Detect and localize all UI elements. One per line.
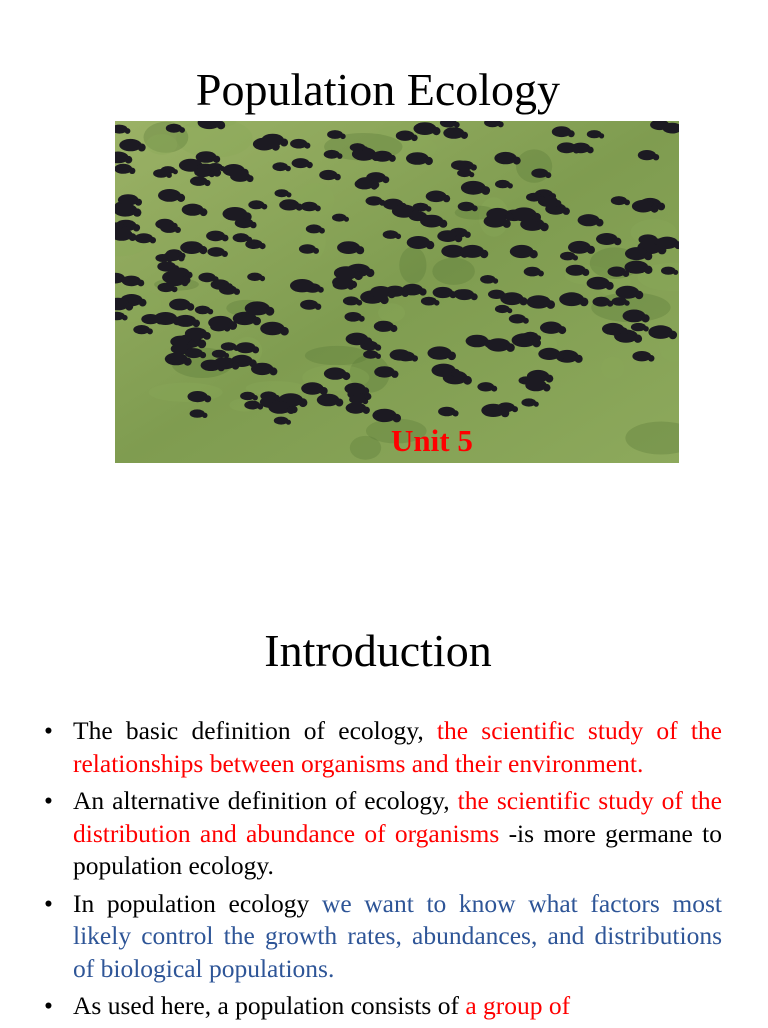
bullet-text: An alternative definition of ecology, [73,786,458,815]
buffalo-herd-photo [115,121,679,463]
grass-patch [399,247,426,284]
bullet-highlight: a group of [465,991,571,1020]
slide-title: Population Ecology [195,64,561,115]
bullet-icon: • [44,786,53,815]
section-title: Introduction [264,625,492,676]
grass-patch [149,383,223,402]
grass-patch [601,357,624,379]
grass-patch [246,381,305,395]
grass-patch [146,134,177,155]
bullet-item-definition [44,715,722,780]
bullet-text: The basic definition of ecology, [73,716,437,745]
bullet-text: As used here, a population consists of [73,991,466,1020]
bullet-icon: • [44,888,53,918]
grass-patch [378,303,405,322]
bullet-tail: -is more germane to population ecology. [73,818,722,880]
grass-patch [297,183,335,217]
bullet-icon: • [44,991,53,1020]
bullet-item-population-definition [44,990,722,1023]
bullet-text: In population ecology [73,888,322,918]
bullet-icon: • [44,716,53,745]
bullet-highlight: the scientific study of the relationships between organisms and their environment. [73,716,722,778]
bullet-list [44,715,722,1028]
bullet-highlight: we want to know what factors most likely control the growth rates, abundances, and distributions of biological populations. [73,888,722,983]
herd-image [115,121,679,463]
grass-patch [432,258,475,285]
grass-patch [516,149,552,182]
bullet-highlight: the scientific study of the distribution and abundance of organisms [73,786,722,848]
unit-label: Unit 5 [391,423,473,458]
bullet-item-alternative [44,785,722,883]
bullet-item-population-ecology [44,888,722,986]
